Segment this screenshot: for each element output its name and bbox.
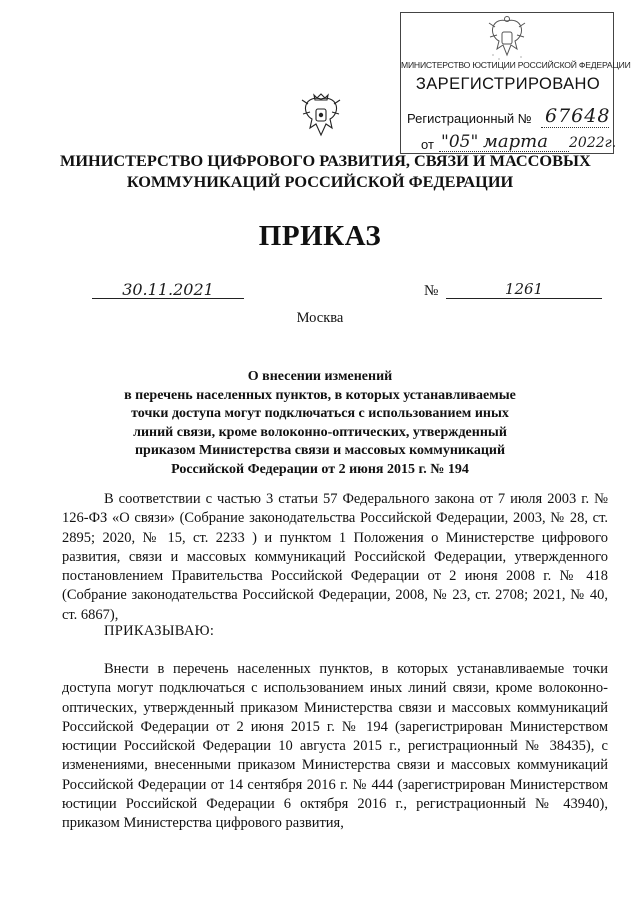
stamp-organization: МИНИСТЕРСТВО ЮСТИЦИИ РОССИЙСКОЙ ФЕДЕРАЦИИ [401,60,631,70]
stamp-status: ЗАРЕГИСТРИРОВАНО [415,75,601,93]
subject-line: точки доступа могут подключаться с использованием иных [131,406,509,421]
order-date: 30.11.2021 [122,280,214,299]
stamp-reg-underline [541,127,609,128]
order-paragraph [62,660,608,834]
ministry-line-1: МИНИСТЕРСТВО ЦИФРОВОГО РАЗВИТИЯ, СВЯЗИ И МАССОВЫХ [60,151,591,170]
subject-line: линий связи, кроме волоконно-оптических, утвержденный [133,424,507,440]
city: Москва [296,310,344,326]
stamp-date-prefix: от [421,137,434,152]
ministry-name [60,150,591,192]
coat-of-arms-icon [485,15,529,63]
registration-stamp [400,12,631,154]
stamp-date-day: "05" [441,132,479,152]
stamp-reg-number-label: Регистрационный № [407,111,532,126]
order-paragraph-text: Внести в перечень населенных пунктов, в которых устанавливаемые точки доступа могут подключаться с использованием иных линий связи, кроме волоконно-оптических, утвержденный приказом Министерства связи и массовых коммуникаций Российской Федерации от 2 июня 2015 г. № 194 (зарегистрирован Министерством юстиции Российской Федерации 10 августа 2015 г., регистрационный № 38435), с изменениями, внесенными приказом Министерства связи и массовых коммуникаций Российской Федерации от 14 сентября 2016 г. № 444 (зарегистрирован Министерством юстиции Российской Федерации 6 октября 2016 г., регистрационный № 43940), приказом Министерства цифрового развития, [62,661,608,832]
preamble-text: В соответствии с частью 3 статьи 57 Федерального закона от 7 июля 2003 г. № 126-ФЗ «О связи» (Собрание законодательства Российской Федерации, 2003, № 28, ст. 2895; 2020, № 15, ст. 2233 ) и пунктом 1 Положения о Министерстве цифрового развития, связи и массовых коммуникаций Российской Федерации, утвержденного постановлением Правительства Российской Федерации от 2 июня 2008 г. № 418 (Собрание законодательства Российской Федерации, 2008, № 23, ст. 2708; 2021, № 40, ст. 6867), [62,491,608,623]
order-number-line [446,298,602,299]
stamp-reg-number: 67648 [545,105,611,127]
number-sign: № [424,283,439,299]
order-subject [70,368,570,479]
order-number: 1261 [504,280,544,298]
document-type: ПРИКАЗ [258,220,382,252]
preamble [62,490,608,625]
order-date-line [92,298,244,299]
subject-line: Российской Федерации от 2 июня 2015 г. № 194 [171,461,469,477]
stamp-date-year: 2022г. [569,135,617,151]
subject-line: О внесении изменений [247,369,393,384]
coat-of-arms-icon [300,92,342,138]
stamp-date-month: марта [483,131,548,152]
subject-line: в перечень населенных пунктов, в которых устанавливаемые [124,387,516,403]
order-word: ПРИКАЗЫВАЮ: [104,623,215,639]
subject-line: приказом Министерства связи и массовых коммуникаций [134,443,506,458]
ministry-line-2: КОММУНИКАЦИЙ РОССИЙСКОЙ ФЕДЕРАЦИИ [126,172,514,191]
